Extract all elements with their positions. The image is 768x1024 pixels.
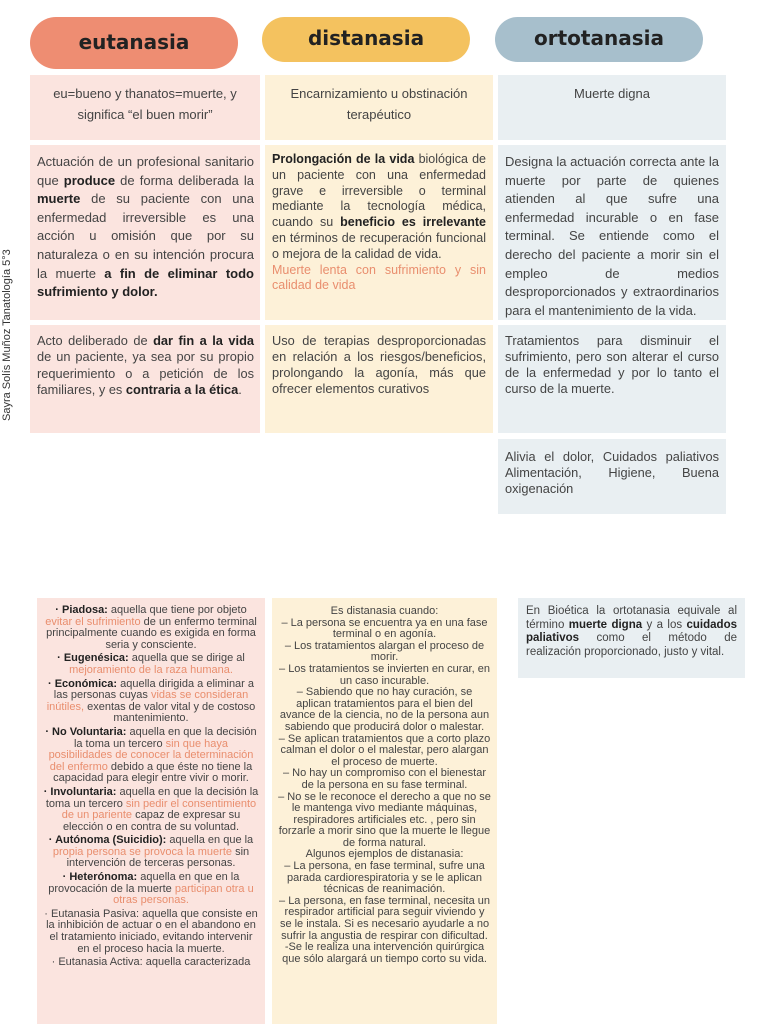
eutanasia-definition: eu=bueno y thanatos=muerte, y significa “el buen morir” — [30, 75, 260, 140]
distanasia-case-item: – Sabiendo que no hay curación, se aplican tratamientos para el bien del avance de la ciencia, no de la persona aun sabiendo que producirá dolor o malestar. — [279, 686, 490, 733]
eutanasia-type-name: · Eugenésica: — [57, 652, 129, 665]
eutanasia-type-item — [42, 787, 260, 833]
header-eutanasia-label: eutanasia — [78, 30, 190, 54]
eutanasia-type-item — [42, 679, 260, 725]
author-label: Sayra Solís Muñoz Tanatología 5°3 — [1, 249, 13, 421]
eutanasia-type-name: · Involuntaria: — [43, 785, 117, 798]
eutanasia-type-item — [42, 727, 260, 785]
eutanasia-type-text: aquella en que la decisión la toma un tercero — [73, 725, 257, 750]
distanasia-case-item: Algunos ejemplos de distanasia: — [305, 848, 464, 861]
eutanasia-type-text: aquella que tiene por objeto — [107, 604, 247, 616]
eutanasia-type-item — [42, 872, 260, 907]
eutanasia-type-text: sin intervención de terceras personas. — [66, 845, 250, 870]
distanasia-case-item: – La persona, en fase terminal, necesita un respirador artificial para seguir viviendo y se le instala. Si es necesario ayudarle a no sufrir la angustia de respirar con dificultad. — [279, 894, 490, 942]
distanasia-case-item: – No se le reconoce el derecho a que no se le mantenga vivo mediante máquinas, respiradores artificiales etc. , pero sin forzarle a morir sino que la muerte le llegue de forma natural. — [278, 790, 491, 849]
distanasia-case-item: – No hay un compromiso con el bienestar de la persona en su fase terminal. — [283, 767, 486, 791]
distanasia-case-item: -Se le realiza una intervención quirúrgica que sólo alargará un tiempo corto su vida. — [282, 941, 487, 965]
eutanasia-type-highlight: vidas se consideran inútiles, — [46, 689, 249, 713]
header-distanasia-label: distanasia — [307, 26, 425, 50]
header-eutanasia — [30, 17, 238, 69]
eutanasia-type-item — [42, 653, 260, 676]
ortotanasia-care: Alivia el dolor, Cuidados paliativos Alimentación, Higiene, Buena oxigenación — [498, 439, 726, 514]
eutanasia-description: Actuación de un profesional sanitario que produce de forma deliberada la muerte de su paciente con una enfermedad irreversible es una acción u omisión que por su naturaleza o en su intención procura la muerte a fin de eliminar todo sufrimiento y dolor. — [30, 145, 260, 320]
eutanasia-type-highlight: propia persona se provoca la muerte — [52, 845, 233, 858]
ortotanasia-description: Designa la actuación correcta ante la muerte por parte de quienes atienden al que sufre una enfermedad incurable o en fase terminal. Se entiende como el derecho del paciente a morir sin el empleo de medios desproporcionados y extraordinarios para el mantenimiento de la vida. — [498, 145, 726, 320]
eutanasia-type-highlight: sin que haya posibilidades de conocer la determinación del enfermo — [48, 737, 254, 773]
distanasia-case-item: Es distanasia cuando: — [330, 605, 439, 617]
ortotanasia-bioethics: En Bioética la ortotanasia equivale al término muerte digna y a los cuidados paliativos como el método de realización proporcionado, justo y vital. — [518, 598, 745, 678]
ortotanasia-definition: Muerte digna — [498, 75, 726, 140]
eutanasia-type-item — [42, 835, 260, 870]
distanasia-use: Uso de terapias desproporcionadas en relación a los riesgos/beneficios, prolongando la agonía, más que ofrecer elementos curativos — [265, 325, 493, 433]
eutanasia-type-item — [42, 605, 260, 651]
eutanasia-type-item — [42, 957, 260, 969]
eutanasia-type-highlight: sin pedir el consentimiento de un pariente — [61, 797, 257, 822]
eutanasia-type-text: aquella en que en la provocación de la muerte — [48, 871, 240, 895]
eutanasia-type-text: de un enfermo terminal principalmente cuando es exigida en forma seria y consciente. — [46, 615, 257, 651]
eutanasia-type-highlight: participan otra u otras personas. — [113, 882, 254, 907]
distanasia-cases — [272, 598, 497, 1024]
distanasia-case-item: – La persona, en fase terminal, sufre una parada cardiorespiratoria y se le aplican técnicas de reanimación. — [284, 860, 485, 896]
eutanasia-type-highlight: mejoramiento de la raza humana. — [69, 663, 233, 676]
eutanasia-type-text: aquella en que la decisión la toma un tercero — [45, 785, 259, 810]
distanasia-case-item: – Se aplican tratamientos que a corto plazo calman el dolor o el malestar, pero alargan el proceso de muerte. — [278, 732, 491, 768]
distanasia-case-item: – La persona se encuentra ya en una fase terminal o en agonía. — [281, 616, 488, 641]
distanasia-definition: Encarnizamiento u obstinación terapéutico — [265, 75, 493, 140]
eutanasia-type-name: · Económica: — [47, 677, 118, 690]
eutanasia-act: Acto deliberado de dar fin a la vida de un paciente, ya sea por su propio requerimiento o a petición de los familiares, y es contraria a la ética. — [30, 325, 260, 433]
eutanasia-type-name: · Heterónoma: — [62, 871, 138, 884]
header-ortotanasia — [495, 17, 703, 62]
header-distanasia — [262, 17, 470, 62]
eutanasia-type-text: capaz de expresar su elección o en contra de su voluntad. — [62, 809, 241, 833]
eutanasia-type-text: aquella dirigida a eliminar a las personas cuyas — [53, 677, 255, 702]
eutanasia-type-text: aquella que se dirige al — [128, 652, 245, 665]
eutanasia-type-highlight: evitar el sufrimiento — [45, 615, 141, 628]
eutanasia-type-text: debido a que éste no tiene la capacidad para elegir entre vivir o morir. — [53, 760, 253, 785]
header-ortotanasia-label: ortotanasia — [534, 26, 664, 50]
distanasia-case-item: – Los tratamientos alargan el proceso de morir. — [284, 639, 485, 664]
eutanasia-type-item — [42, 909, 260, 955]
distanasia-description: Prolongación de la vida biológica de un paciente con una enfermedad grave e irreversible o terminal mediante la tecnología médica, cuando su beneficio es irrelevante en términos de recuperación funcional o mejora de la calidad de vida. Muerte lenta con sufrimiento y sin calidad de vida — [265, 145, 493, 320]
eutanasia-type-name: · Piadosa: — [55, 604, 108, 616]
eutanasia-type-name: · No Voluntaria: — [45, 725, 127, 738]
distanasia-case-item: – Los tratamientos se invierten en curar, en un caso incurable. — [279, 662, 490, 687]
eutanasia-type-text: exentas de valor vital y de costoso mantenimiento. — [84, 700, 256, 725]
eutanasia-type-text: · Eutanasia Pasiva: aquella que consiste en la inhibición de actuar o en el abandono en el tratamiento iniciado, evitando intervenir en el proceso hacia la muerte. — [44, 907, 258, 955]
eutanasia-type-name: · Autónoma (Suicidio): — [48, 834, 167, 847]
eutanasia-type-text: · Eutanasia Activa: aquella caracterizada — [51, 956, 251, 969]
eutanasia-type-text: aquella en que la — [166, 834, 254, 847]
eutanasia-types — [37, 598, 265, 1024]
ortotanasia-treatments: Tratamientos para disminuir el sufrimiento, pero son alterar el curso de la enfermedad y por lo tanto el curso de la muerte. — [498, 325, 726, 433]
